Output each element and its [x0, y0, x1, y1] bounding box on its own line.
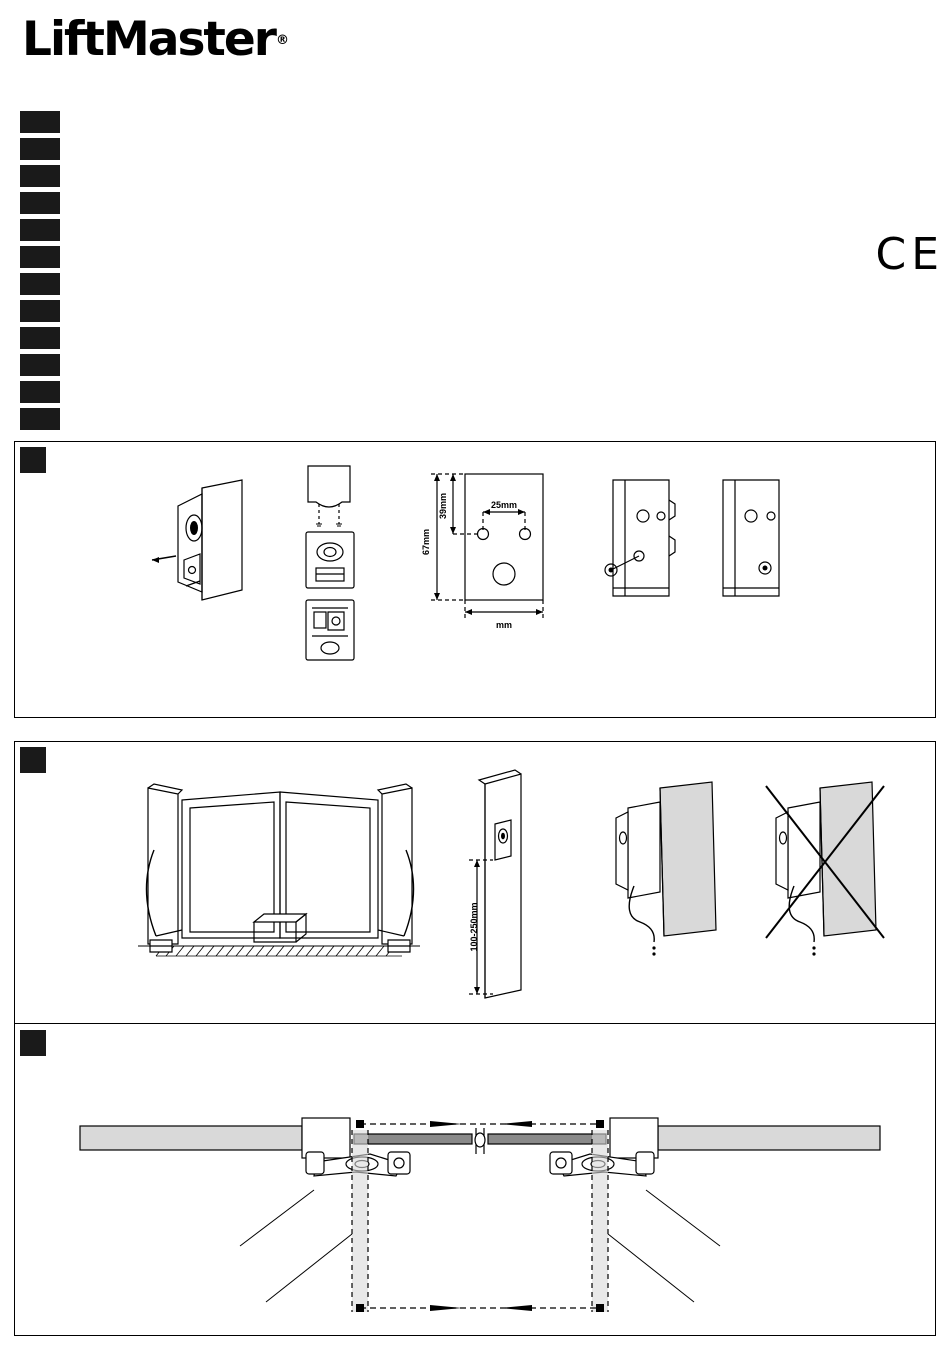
language-chip [20, 192, 60, 214]
language-chip-column [20, 111, 60, 435]
step-1-figures [150, 460, 940, 710]
language-chip [20, 246, 60, 268]
brand-logo [22, 12, 289, 67]
step-3-tab [20, 1030, 46, 1056]
language-chip [20, 138, 60, 160]
language-chip [20, 219, 60, 241]
language-chip [20, 273, 60, 295]
step-2-tab [20, 747, 46, 773]
incorrect-wiring-figure [766, 782, 884, 956]
gate-overview-figure [138, 784, 420, 956]
correct-wiring-figure [616, 782, 716, 956]
ce-mark-icon: CE [875, 229, 944, 280]
language-chip [20, 165, 60, 187]
photocell-internals-stack [306, 466, 354, 660]
language-chip [20, 300, 60, 322]
photocell-bracket-figure [152, 480, 242, 600]
language-chip [20, 354, 60, 376]
step-1-tab [20, 447, 46, 473]
language-chip [20, 327, 60, 349]
language-chip [20, 111, 60, 133]
dimension-width-overall: mm [495, 620, 513, 630]
panel-divider [15, 1023, 935, 1024]
bracket-wired-figure [605, 480, 675, 596]
dimension-hole-spacing: 25mm [490, 500, 518, 510]
bracket-plain-figure [723, 480, 779, 596]
language-chip [20, 408, 60, 430]
step-2-figures [120, 760, 930, 1015]
dimension-height-overall: 67mm [421, 528, 431, 556]
step-3-figure [70, 1090, 890, 1330]
brand-name: LiftMaster [22, 12, 275, 67]
language-chip [20, 381, 60, 403]
dimension-height-inner: 39mm [438, 492, 448, 520]
dimension-mounting-height: 100-250mm [469, 902, 479, 952]
registered-mark-icon: ® [275, 33, 289, 48]
pillar-mount-height-figure [469, 770, 521, 998]
